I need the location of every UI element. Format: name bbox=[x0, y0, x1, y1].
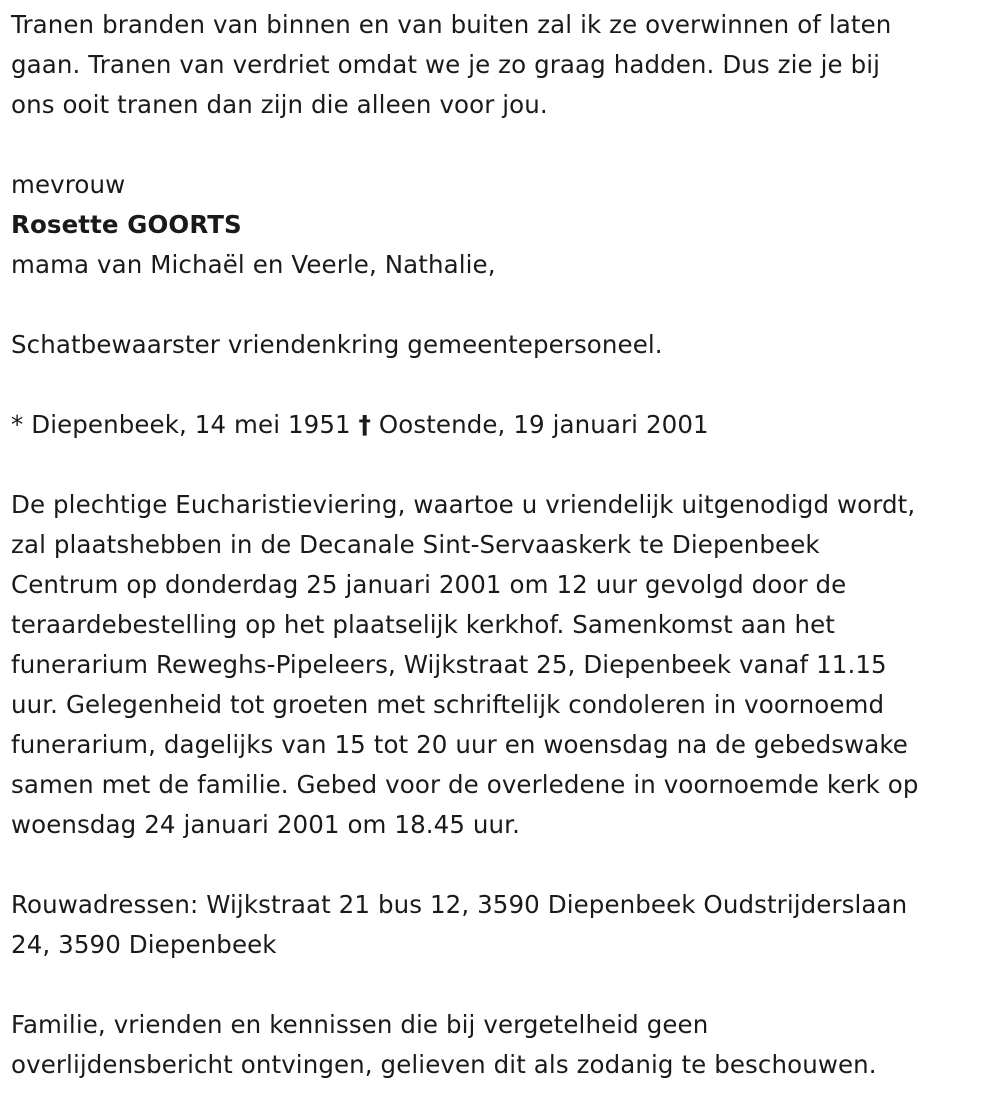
closing-text: Familie, vrienden en kennissen die bij vergetelheid geen overlijdensbericht ontvingen, gelieven dit als zodanig te beschouwen. bbox=[11, 1010, 877, 1079]
relation-text: mama van Michaël en Veerle, Nathalie, bbox=[11, 250, 496, 279]
poem-text: Tranen branden van binnen en van buiten zal ik ze overwinnen of laten gaan. Tranen van verdriet omdat we je zo graag hadden. Dus zie je bij ons ooit tranen dan zijn die alleen voor jou. bbox=[11, 10, 892, 119]
death-text: Oostende, 19 januari 2001 bbox=[378, 410, 709, 439]
deceased-name: Rosette GOORTS bbox=[11, 210, 242, 239]
spacer bbox=[11, 965, 1000, 1005]
spacer bbox=[11, 445, 1000, 485]
birth-text: * Diepenbeek, 14 mei 1951 bbox=[11, 410, 351, 439]
life-dates bbox=[11, 405, 1000, 445]
spacer bbox=[11, 285, 1000, 325]
title-prefix: mevrouw bbox=[11, 170, 126, 199]
role-text: Schatbewaarster vriendenkring gemeentepersoneel. bbox=[11, 330, 663, 359]
spacer bbox=[11, 365, 1000, 405]
service-text: De plechtige Eucharistieviering, waartoe u vriendelijk uitgenodigd wordt, zal plaatshebben in de Decanale Sint-Servaaskerk te Diepenbeek Centrum op donderdag 25 januari 2001 om 12 uur gevolgd door de teraardebestelling op het plaatselijk kerkhof. Samenkomst aan het funerarium Reweghs-Pipeleers, Wijkstraat 25, Diepenbeek vanaf 11.15 uur. Gelegenheid tot groeten met schriftelijk condoleren in voornoemd funerarium, dagelijks van 15 tot 20 uur en woensdag na de gebedswake samen met de familie. Gebed voor de overledene in voornoemde kerk op woensdag 24 januari 2001 om 18.45 uur. bbox=[11, 490, 919, 839]
cross-icon: † bbox=[358, 410, 371, 439]
spacer bbox=[11, 125, 1000, 165]
addresses-text: Rouwadressen: Wijkstraat 21 bus 12, 3590 Diepenbeek Oudstrijderslaan 24, 3590 Diepenbeek bbox=[11, 890, 908, 959]
spacer bbox=[11, 845, 1000, 885]
